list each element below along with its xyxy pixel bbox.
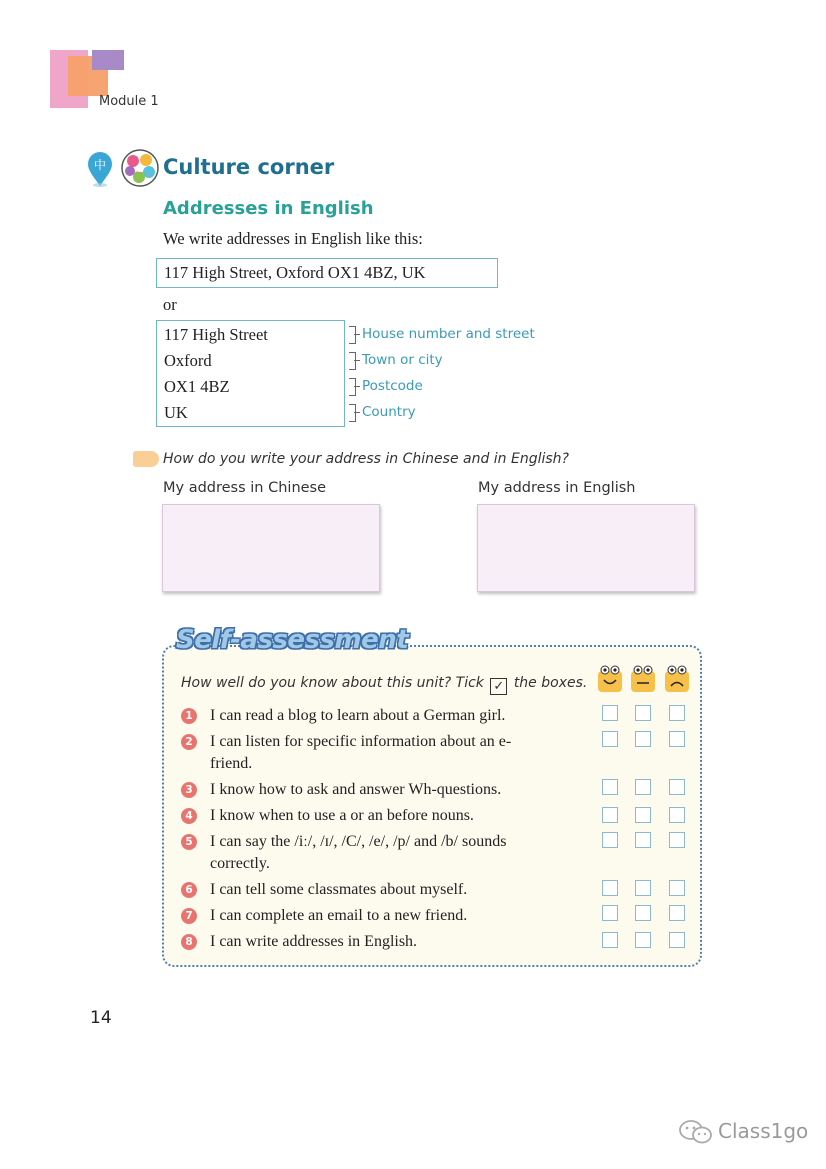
checkbox-happy[interactable] xyxy=(602,880,618,896)
intro-text: We write addresses in English like this: xyxy=(163,229,423,248)
item-number: 3 xyxy=(181,782,197,798)
item-number: 2 xyxy=(181,734,197,750)
address-line-postcode: OX1 4BZ xyxy=(164,377,230,396)
checkbox-sad[interactable] xyxy=(669,880,685,896)
question-text: How do you write your address in Chinese and in English? xyxy=(163,451,569,467)
or-text: or xyxy=(163,295,177,314)
item-number: 6 xyxy=(181,882,197,898)
checkbox-happy[interactable] xyxy=(602,807,618,823)
checkbox-neutral[interactable] xyxy=(635,779,651,795)
item-text: I can read a blog to learn about a German girl. xyxy=(210,707,506,724)
checkbox-sad[interactable] xyxy=(669,807,685,823)
self-assessment-title: Self-assessment xyxy=(176,625,409,655)
item-text: I know how to ask and answer Wh-questions. xyxy=(210,781,502,798)
checkbox-sad[interactable] xyxy=(669,731,685,747)
prompt-after: the boxes. xyxy=(513,675,588,691)
neutral-face-icon xyxy=(630,663,656,693)
self-assessment-prompt xyxy=(181,675,587,695)
chinese-address-label: My address in Chinese xyxy=(163,480,327,496)
chinese-address-box[interactable] xyxy=(162,504,380,592)
item-text: I know when to use a or an before nouns. xyxy=(210,807,474,824)
prompt-before: How well do you know about this unit? Tick xyxy=(181,675,484,691)
checkbox-happy[interactable] xyxy=(602,932,618,948)
bracket-postcode xyxy=(349,378,356,396)
checkbox-happy[interactable] xyxy=(602,705,618,721)
item-text: I can complete an email to a new friend. xyxy=(210,907,468,924)
checkbox-neutral[interactable] xyxy=(635,731,651,747)
annotation-town: Town or city xyxy=(362,352,443,368)
english-address-label: My address in English xyxy=(478,480,636,496)
item-text: I can tell some classmates about myself. xyxy=(210,881,468,898)
globe-ball-icon xyxy=(120,148,160,188)
item-text: I can write addresses in English. xyxy=(210,933,418,950)
bracket-country xyxy=(349,404,356,422)
single-line-address: 117 High Street, Oxford OX1 4BZ, UK xyxy=(164,263,426,282)
item-number: 4 xyxy=(181,808,197,824)
address-line-town: Oxford xyxy=(164,351,212,370)
checkbox-neutral[interactable] xyxy=(635,705,651,721)
item-text: I can listen for specific information about an e-friend. xyxy=(210,733,512,772)
item-number: 1 xyxy=(181,708,197,724)
module-decoration-purple xyxy=(92,50,124,70)
pin-character: 中 xyxy=(93,158,107,172)
page-number: 14 xyxy=(90,1008,112,1028)
checkbox-happy[interactable] xyxy=(602,832,618,848)
address-line-street: 117 High Street xyxy=(164,325,268,344)
map-pin-icon xyxy=(86,150,114,188)
checkbox-sad[interactable] xyxy=(669,705,685,721)
tick-box-icon: ✓ xyxy=(490,678,507,695)
multi-line-address-box xyxy=(156,320,345,427)
checkbox-sad[interactable] xyxy=(669,832,685,848)
section-subtitle: Addresses in English xyxy=(163,198,374,219)
bracket-street xyxy=(349,326,356,344)
checkbox-neutral[interactable] xyxy=(635,880,651,896)
item-number: 8 xyxy=(181,934,197,950)
checkbox-happy[interactable] xyxy=(602,779,618,795)
watermark-text: Class1go xyxy=(718,1119,809,1143)
item-number: 7 xyxy=(181,908,197,924)
annotation-street: House number and street xyxy=(362,326,535,342)
english-address-box[interactable] xyxy=(477,504,695,592)
section-title: Culture corner xyxy=(163,155,335,179)
question-tag xyxy=(133,451,159,467)
checkbox-neutral[interactable] xyxy=(635,832,651,848)
wechat-icon xyxy=(678,1118,714,1146)
address-line-country: UK xyxy=(164,403,188,422)
checkbox-neutral[interactable] xyxy=(635,807,651,823)
module-label: Module 1 xyxy=(99,94,159,109)
checkbox-neutral[interactable] xyxy=(635,932,651,948)
checkbox-neutral[interactable] xyxy=(635,905,651,921)
annotation-postcode: Postcode xyxy=(362,378,423,394)
checkbox-sad[interactable] xyxy=(669,932,685,948)
item-text: I can say the /iː/, /ɪ/, /C/, /e/, /p/ and /b/ sounds correctly. xyxy=(210,833,507,872)
item-number: 5 xyxy=(181,834,197,850)
checkbox-sad[interactable] xyxy=(669,905,685,921)
annotation-country: Country xyxy=(362,404,416,420)
checkbox-happy[interactable] xyxy=(602,731,618,747)
happy-face-icon xyxy=(597,663,623,693)
bracket-town xyxy=(349,352,356,370)
sad-face-icon xyxy=(664,663,690,693)
single-line-address-box xyxy=(156,258,498,288)
checkbox-sad[interactable] xyxy=(669,779,685,795)
checkbox-happy[interactable] xyxy=(602,905,618,921)
